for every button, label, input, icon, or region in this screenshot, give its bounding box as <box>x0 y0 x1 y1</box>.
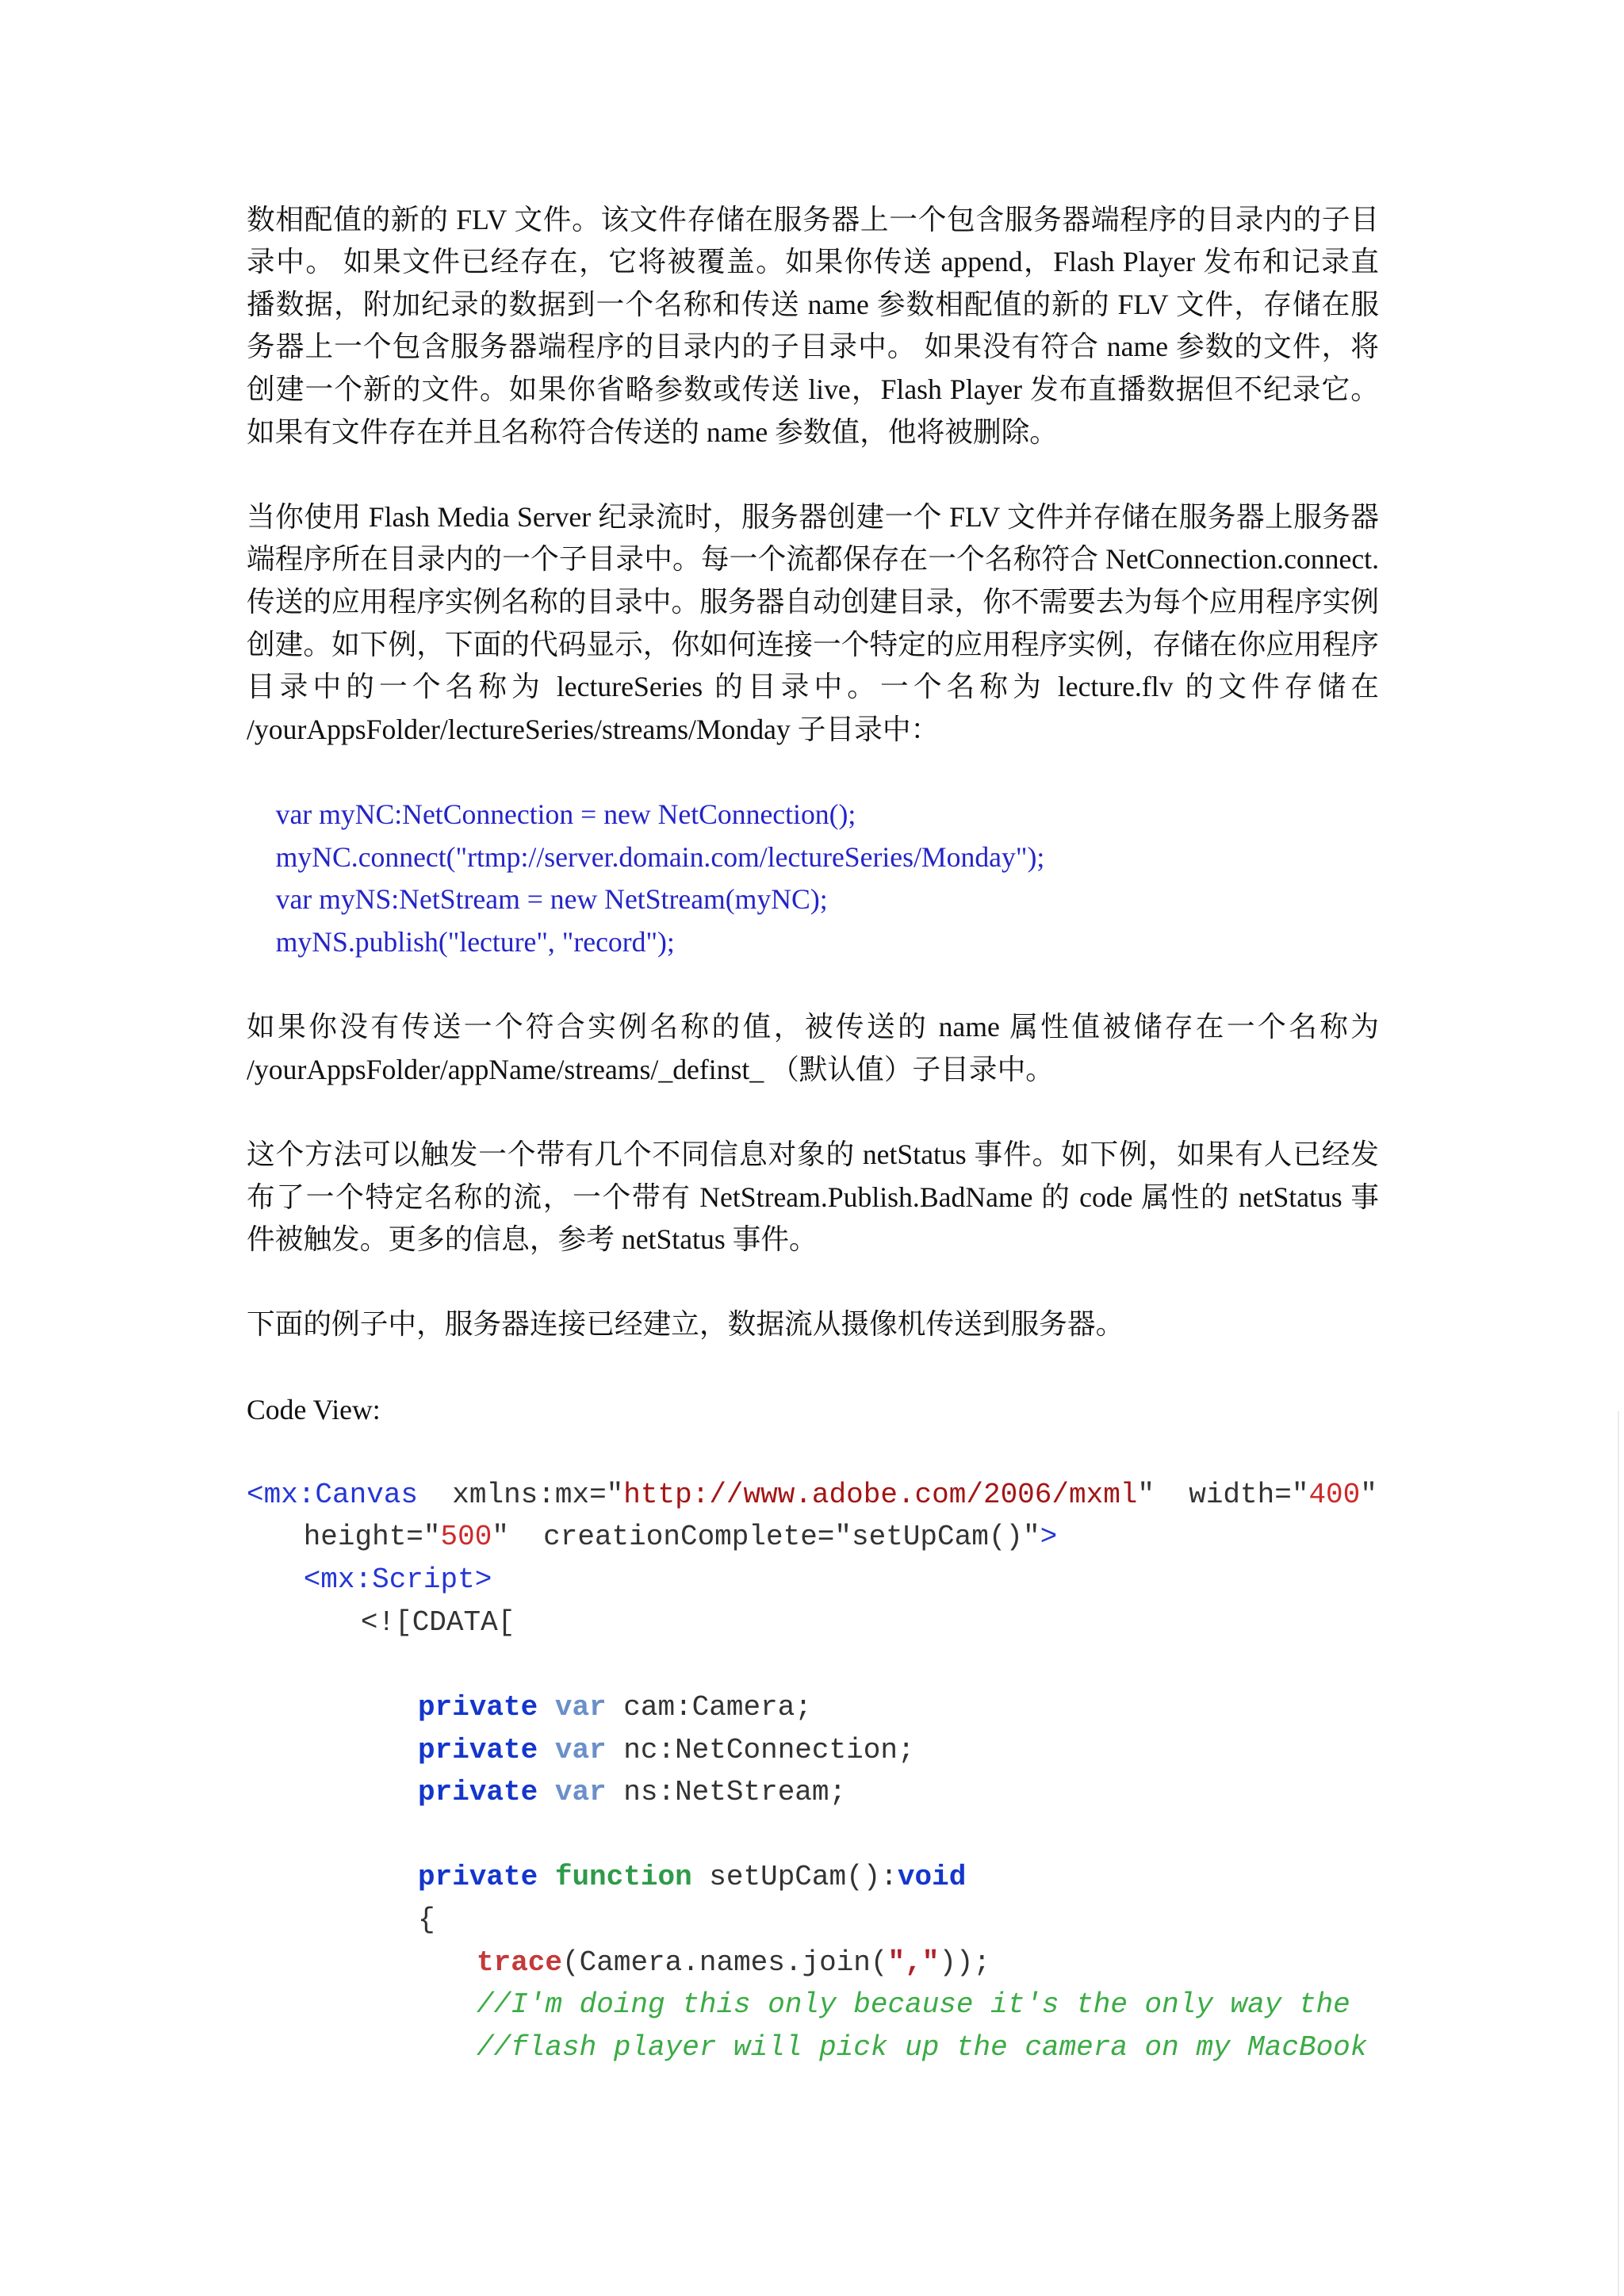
spacer <box>247 1346 1379 1389</box>
paragraph-1-line: 创建一个新的文件。如果你省略参数或传送 live，Flash Player 发布直播数据但不纪录它。 <box>247 373 1379 406</box>
string-literal: "," <box>887 1946 940 1979</box>
paragraph-2-line: 创建。如下例，下面的代码显示，你如何连接一个特定的应用程序实例，存储在你应用程序 <box>247 628 1379 660</box>
code-line <box>247 1516 1379 1559</box>
paragraph-4-line: 件被触发。更多的信息，参考 netStatus 事件。 <box>247 1223 818 1256</box>
keyword-var: var <box>538 1733 607 1766</box>
spacer <box>247 1431 1379 1474</box>
code-line <box>247 1899 1379 1942</box>
keyword-private: private <box>418 1776 538 1809</box>
attribute-text: height=" <box>303 1521 441 1554</box>
paragraph-2-line: 当你使用 Flash Media Server 纪录流时，服务器创建一个 FLV 文件并存储在服务器上服务器 <box>247 500 1379 533</box>
spacer <box>247 1644 1379 1686</box>
call-arguments: (Camera.names.join( <box>562 1946 888 1979</box>
spacer <box>247 1261 1379 1304</box>
example-snippet-line: myNS.publish("lecture", "record"); <box>275 925 675 958</box>
code-line <box>247 2026 1379 2069</box>
example-snippet-line: var myNS:NetStream = new NetStream(myNC); <box>275 883 828 916</box>
declaration-text: cam:Camera; <box>606 1690 812 1724</box>
call-arguments: )); <box>939 1946 991 1979</box>
spacer <box>247 752 1379 794</box>
paragraph-1-line: 播数据，附加纪录的数据到一个名称和传送 name 参数相配值的新的 FLV 文件，存储在服 <box>247 288 1379 320</box>
example-snippet-line: var myNC:NetConnection = new NetConnection(); <box>275 798 856 831</box>
trace-call: trace <box>477 1946 563 1979</box>
number-literal: 500 <box>440 1521 492 1554</box>
declaration-text: ns:NetStream; <box>606 1776 847 1809</box>
keyword-private: private <box>418 1733 538 1766</box>
paragraph-2-line: 端程序所在目录内的一个子目录中。每一个流都保存在一个名称符合 NetConnection.connect. <box>247 543 1379 576</box>
paragraph-4-line: 布了一个特定名称的流，一个带有 NetStream.Publish.BadName 的 code 属性的 netStatus 事 <box>247 1181 1379 1213</box>
paragraph-3-line: /yourAppsFolder/appName/streams/_definst_ （默认值）子目录中。 <box>247 1053 1054 1085</box>
comment: //I'm doing this only because it's the only way the <box>477 1988 1350 2022</box>
page-edge-line <box>1618 1411 1619 2296</box>
paragraph-2-line: /yourAppsFolder/lectureSeries/streams/Monday 子目录中： <box>247 713 940 745</box>
attribute-text: xmlns:mx=" <box>418 1478 624 1511</box>
paragraph-2-line: 传送的应用程序实例名称的目录中。服务器自动创建目录，你不需要去为每个应用程序实例 <box>247 586 1379 618</box>
attribute-text: " creationComplete="setUpCam()" <box>492 1521 1040 1554</box>
keyword-void: void <box>897 1861 967 1894</box>
keyword-function: function <box>538 1861 692 1894</box>
paragraph-1-line: 务器上一个包含服务器端程序的目录内的子目录中。 如果没有符合 name 参数的文件，将 <box>247 331 1379 363</box>
keyword-private: private <box>418 1861 538 1894</box>
code-line <box>247 1686 1379 1729</box>
spacer <box>247 1091 1379 1134</box>
code-line <box>247 1942 1379 1984</box>
code-line <box>247 1856 1379 1899</box>
code-line <box>247 1559 1379 1601</box>
declaration-text: nc:NetConnection; <box>606 1733 915 1766</box>
attribute-text: " <box>1360 1478 1377 1511</box>
code-line <box>247 1729 1379 1772</box>
paragraph-1-line: 如果有文件存在并且名称符合传送的 name 参数值，他将被删除。 <box>247 415 1058 448</box>
keyword-var: var <box>538 1776 607 1809</box>
code-line <box>247 1771 1379 1814</box>
paragraph-3-line: 如果你没有传送一个符合实例名称的值，被传送的 name 属性值被储存在一个名称为 <box>247 1011 1379 1043</box>
xml-tag: > <box>1040 1521 1058 1554</box>
paragraph-2-line: 目录中的一个名称为 lectureSeries 的目录中。一个名称为 lecture.flv 的文件存储在 <box>247 671 1379 703</box>
comment: //flash player will pick up the camera on my MacBook <box>477 2030 1368 2064</box>
xml-tag: <mx:Canvas <box>247 1478 419 1511</box>
code-line <box>247 1601 1379 1644</box>
xml-tag: <mx:Script> <box>303 1563 492 1597</box>
number-literal: 400 <box>1308 1478 1361 1511</box>
paragraph-5-line: 下面的例子中，服务器连接已经建立，数据流从摄像机传送到服务器。 <box>247 1308 1124 1341</box>
keyword-private: private <box>418 1690 538 1724</box>
url-string: http://www.adobe.com/2006/mxml <box>623 1478 1138 1511</box>
cdata-marker: <![CDATA[ <box>360 1605 515 1639</box>
example-snippet-line: myNC.connect("rtmp://server.domain.com/lectureSeries/Monday"); <box>275 840 1045 873</box>
paragraph-1-line: 录中。 如果文件已经存在，它将被覆盖。如果你传送 append，Flash Player 发布和记录直 <box>247 246 1379 278</box>
spacer <box>247 964 1379 1007</box>
document-page <box>247 199 1379 2069</box>
attribute-text: " width=" <box>1137 1478 1309 1511</box>
spacer <box>247 453 1379 496</box>
paragraph-4-line: 这个方法可以触发一个带有几个不同信息对象的 netStatus 事件。如下例，如果有人已经发 <box>247 1138 1379 1170</box>
code-line <box>247 1984 1379 2026</box>
function-name: setUpCam(): <box>691 1861 898 1894</box>
paragraph-1-line: 数相配值的新的 FLV 文件。该文件存储在服务器上一个包含服务器端程序的目录内的子目 <box>247 203 1379 235</box>
brace: { <box>418 1903 435 1936</box>
spacer <box>247 1814 1379 1857</box>
code-line <box>247 1474 1379 1517</box>
code-view-label: Code View: <box>247 1393 381 1425</box>
keyword-var: var <box>538 1690 607 1724</box>
